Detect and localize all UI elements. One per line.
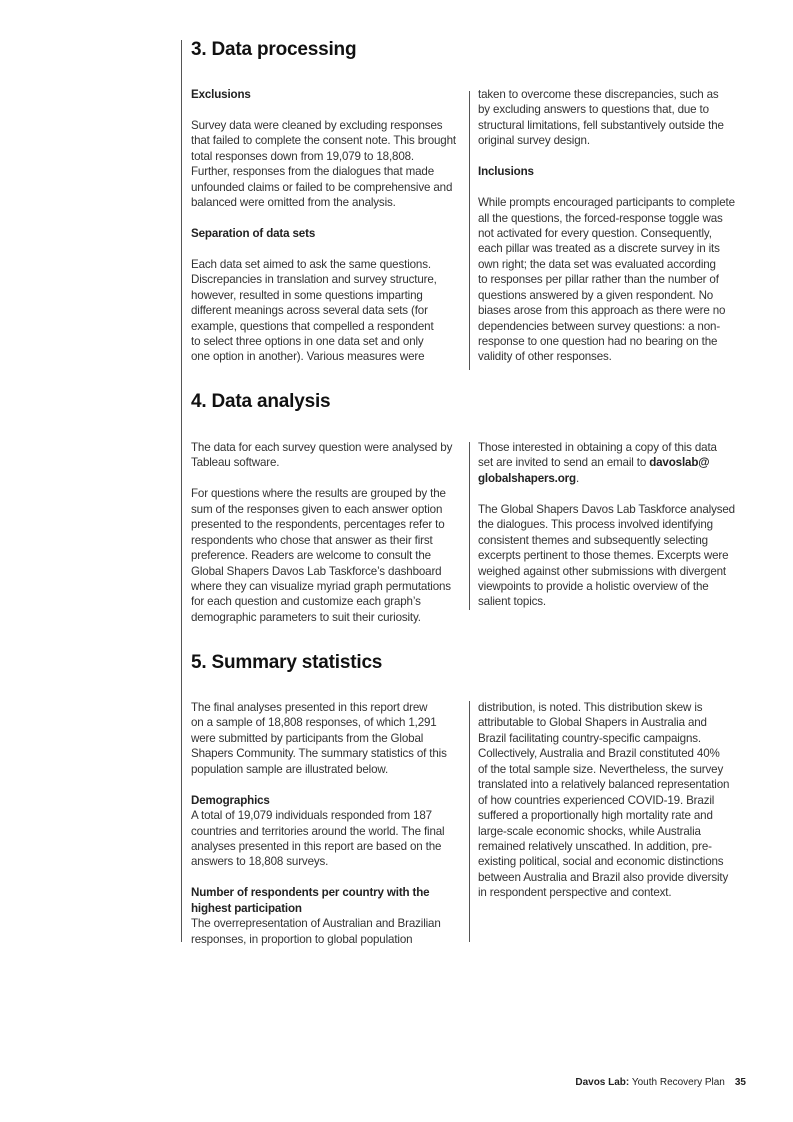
text-line: response to one question had no bearing on the [478,335,718,348]
text-line: population sample are illustrated below. [191,762,389,776]
text-line: validity of other responses. [478,350,612,364]
text-line: unfounded claims or failed to be comprehensive and [191,180,453,194]
subheading: Number of respondents per country with the [191,886,430,900]
text-line: consistent themes and subsequently selecting [478,533,708,547]
text-line: questions answered by a given respondent. No [478,288,714,302]
section-heading-data-processing: 3. Data processing [191,39,357,60]
footer-publication-title: Youth Recovery Plan [629,1077,725,1088]
text-line: The final analyses presented in this report drew [191,701,428,714]
data-processing-right-column [478,87,735,365]
text-line: sum of the responses given to each answer option [191,502,443,516]
blank-line [191,102,456,117]
text-line: structural limitations, fell substantively outside the [478,118,724,132]
text-line [478,455,735,470]
left-margin-rule [181,40,182,942]
text-line: demographic parameters to suit their curiosity. [191,610,421,624]
blank-line [478,486,735,501]
text-line: Collectively, Australia and Brazil constituted 40% [478,747,720,761]
text-line: all the questions, the forced-response toggle was [478,211,723,225]
text-line: attributable to Global Shapers in Australia and [478,716,707,730]
column-rule-section-3 [469,91,470,370]
text-line: example, questions that compelled a respondent [191,319,434,333]
text-line: original survey design. [478,134,590,148]
text-line: the dialogues. This process involved identifying [478,518,713,532]
text-line: each pillar was treated as a discrete survey in its [478,242,720,256]
text-line: Each data set aimed to ask the same questions. [191,257,431,271]
page-number: 35 [734,1077,746,1088]
text-segment: . [575,471,580,485]
text-line: balanced were omitted from the analysis. [191,196,396,210]
data-processing-left-column [191,87,456,365]
page-footer [575,1077,746,1088]
text-line: preference. Readers are welcome to consult the [191,549,431,563]
blank-line [191,471,452,486]
text-line: large-scale economic shocks, while Australia [478,824,701,838]
text-line: Those interested in obtaining a copy of this data [478,441,717,454]
text-line: different meanings across several data sets (for [191,304,428,318]
text-line: analyses presented in this report are based on the [191,839,442,853]
text-line: remained relatively unscathed. In addition, pre- [478,839,712,853]
text-line: Tableau software. [191,456,280,470]
column-rule-section-5 [469,701,470,942]
text-line: however, resulted in some questions imparting [191,288,423,302]
text-line: answers to 18,808 surveys. [191,855,329,869]
text-line: were submitted by participants from the Global [191,731,424,745]
text-line: responses, in proportion to global population [191,932,413,946]
text-line: salient topics. [478,595,546,609]
blank-line [478,180,735,195]
column-rule-section-4 [469,442,470,610]
text-line: in respondent perspective and context. [478,886,672,900]
blank-line [191,777,447,792]
text-line: existing political, social and economic distinctions [478,855,724,869]
text-line: one option in another). Various measures were [191,350,425,364]
text-line: The Global Shapers Davos Lab Taskforce analysed [478,502,735,516]
blank-line [191,241,456,256]
text-line: respondents who chose that answer as their first [191,533,433,547]
text-line: excerpts pertinent to those themes. Excerpts were [478,549,729,563]
text-line: translated into a relatively balanced representation [478,778,730,792]
text-line: The data for each survey question were analysed by [191,441,453,454]
data-analysis-left-column [191,440,452,625]
subheading: Demographics [191,793,270,807]
text-line: Global Shapers Davos Lab Taskforce’s dashboard [191,564,442,578]
text-line: Brazil facilitating country-specific campaigns. [478,731,701,745]
text-line: Shapers Community. The summary statistics of this [191,747,447,761]
text-line: viewpoints to provide a holistic overview of the [478,579,709,593]
text-line: that failed to complete the consent note. This brought [191,134,456,148]
subheading: Inclusions [478,165,534,179]
text-line: total responses down from 19,079 to 18,808. [191,149,414,163]
section-heading-data-analysis: 4. Data analysis [191,391,331,412]
text-line: suffered a proportionally high mortality rate and [478,809,713,823]
text-line: taken to overcome these discrepancies, such as [478,88,719,101]
text-line: presented to the respondents, percentages refer to [191,518,445,532]
subheading: Exclusions [191,88,251,101]
subheading: highest participation [191,901,302,915]
text-line: Further, responses from the dialogues that made [191,165,434,179]
text-line: of the total sample size. Nevertheless, the survey [478,762,724,776]
summary-statistics-left-column [191,700,447,947]
text-line: for each question and customize each graph’s [191,595,421,609]
text-line: not activated for every question. Consequently, [478,226,712,240]
text-line: Discrepancies in translation and survey structure, [191,273,437,287]
text-line: on a sample of 18,808 responses, of which 1,291 [191,716,437,730]
text-line: own right; the data set was evaluated according [478,257,716,271]
text-line: to responses per pillar rather than the number of [478,273,719,287]
text-line: A total of 19,079 individuals responded from 187 [191,809,432,823]
email-address: davoslab@ [649,456,710,470]
text-line: of how countries experienced COVID-19. Brazil [478,793,715,807]
text-line: The overrepresentation of Australian and Brazilian [191,917,441,931]
text-line: dependencies between survey questions: a non- [478,319,721,333]
text-line: While prompts encouraged participants to complete [478,196,735,210]
data-analysis-right-column [478,440,735,610]
summary-statistics-right-column [478,700,729,901]
text-line: to select three options in one data set and only [191,335,424,348]
section-heading-summary-statistics: 5. Summary statistics [191,652,383,673]
text-segment: set are invited to send an email to [478,456,650,470]
text-line: For questions where the results are grouped by the [191,487,446,501]
blank-line [478,149,735,164]
text-line: countries and territories around the world. The final [191,824,445,838]
text-line [478,471,735,486]
text-line: where they can visualize myriad graph permutations [191,579,451,593]
text-line: between Australia and Brazil also provide diversity [478,870,729,884]
blank-line [191,211,456,226]
text-line: weighed against other submissions with divergent [478,564,727,578]
email-address: globalshapers.org [478,471,576,485]
footer-publication-prefix: Davos Lab: [575,1077,630,1088]
text-line: biases arose from this approach as there were no [478,304,726,318]
text-line: Survey data were cleaned by excluding responses [191,118,443,132]
subheading: Separation of data sets [191,226,316,240]
text-line: distribution, is noted. This distribution skew is [478,701,703,714]
text-line: by excluding answers to questions that, due to [478,103,709,117]
blank-line [191,870,447,885]
